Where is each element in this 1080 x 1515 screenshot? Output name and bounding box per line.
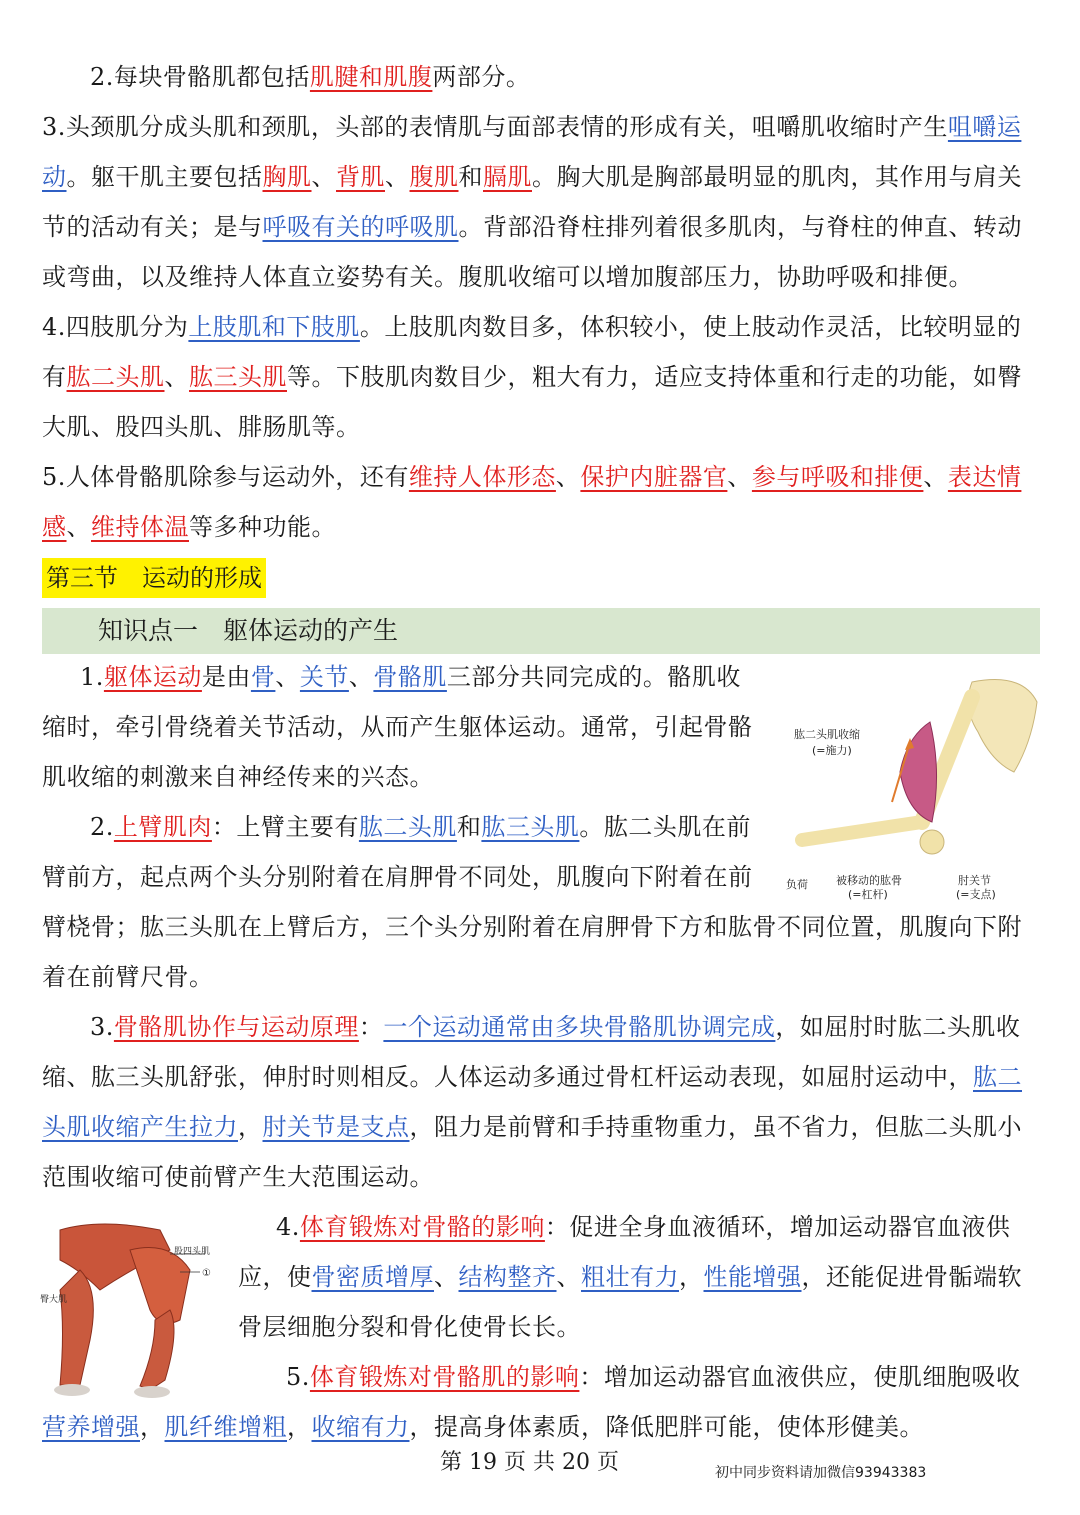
answer-term: 结构整齐 <box>458 1263 557 1291</box>
knowledge-paragraph-1: 1.躯体运动是由骨、关节、骨骼肌三部分共同完成的。骼肌收缩时，牵引骨绕着关节活动，从而产生躯体运动。通常，引起骨骼肌收缩的刺激来自神经传来的兴态。 <box>42 663 753 791</box>
answer-term: 肱二头肌收缩产生拉力 <box>42 1063 1022 1141</box>
upper-leg-shape <box>130 1248 190 1324</box>
marker-label: ① <box>202 1268 211 1279</box>
answer-term: 肌腱和肌腹 <box>309 63 433 91</box>
answer-term: 收缩有力 <box>311 1413 410 1441</box>
joint-label: 肘关节 <box>958 874 991 887</box>
answer-term: 肱二头肌 <box>66 363 165 391</box>
paragraph-2: 2.每块骨骼肌都包括肌腱和肌腹两部分。 <box>90 63 531 91</box>
answer-term: 背肌 <box>336 163 385 191</box>
answer-term: 关节 <box>299 663 349 691</box>
arm-lever-diagram <box>782 662 1042 912</box>
answer-term: 躯体运动 <box>103 663 202 691</box>
bone-sublabel: (=杠杆) <box>848 888 888 901</box>
answer-term: 参与呼吸和排便 <box>751 463 924 491</box>
joint-sublabel: (=支点) <box>956 888 996 901</box>
answer-term: 性能增强 <box>703 1263 802 1291</box>
answer-term: 咀嚼运动 <box>42 113 1022 191</box>
page-number: 第 19 页 共 20 页 <box>440 1450 619 1475</box>
answer-term: 一个运动通常由多块骨骼肌协调完成 <box>383 1013 776 1041</box>
answer-term: 上臂肌肉 <box>113 813 212 841</box>
answer-term: 肱三头肌 <box>481 813 580 841</box>
answer-term: 骨骼肌 <box>373 663 447 691</box>
answer-term: 骨 <box>250 663 276 691</box>
answer-term: 粗壮有力 <box>581 1263 679 1291</box>
knowledge-paragraph-4: 4.体育锻炼对骨骼的影响：促进全身血液循环，增加运动器官血液供应，使骨密质增厚、结构整齐、粗壮有力，性能增强，还能促进骨骺端软骨层细胞分裂和骨化使骨长长。 <box>238 1213 1022 1341</box>
section-title: 第三节 运动的形成 <box>42 558 266 598</box>
answer-term: 体育锻炼对骨骼的影响 <box>299 1213 545 1241</box>
answer-term: 表达情感 <box>42 463 1022 541</box>
elbow-joint-shape <box>920 830 944 854</box>
answer-term: 呼吸有关的呼吸肌 <box>262 213 459 241</box>
knowledge-paragraph-2: 2.上臂肌肉：上臂主要有肱二头肌和肱三头肌。肱二头肌在前臂前方，起点两个头分别附着在肩胛骨不同处，肌腹向下附着在前臂桡骨；肱三头肌在上臂后方，三个头分别附着在肩胛骨下方和肱骨不同位置，肌腹向下附着在前臂尺骨。 <box>42 813 1022 991</box>
answer-term: 维持人体形态 <box>408 463 556 491</box>
answer-term: 膈肌 <box>483 163 532 191</box>
load-label: 负荷 <box>786 878 808 891</box>
answer-term: 胸肌 <box>262 163 312 191</box>
biceps-muscle-shape <box>900 722 937 822</box>
answer-term: 肱二头肌 <box>358 813 457 841</box>
gluteus-label: 臀大肌 <box>40 1295 68 1305</box>
knowledge-point-label: 知识点一 躯体运动的产生 <box>98 616 399 645</box>
paragraph-4: 4.四肢肌分为上肢肌和下肢肌。上肢肌肉数目多，体积较小，使上肢动作灵活，比较明显的有肱二头肌、肱三头肌等。下肢肌肉数目少，粗大有力，适应支持体重和行走的功能，如臀大肌、股四头肌、腓肠肌等。 <box>42 313 1022 441</box>
answer-term: 肌纤维增粗 <box>164 1413 287 1441</box>
answer-term: 维持体温 <box>91 513 189 541</box>
watermark-text: 初中同步资料请加微信93943383 <box>715 1465 927 1481</box>
muscle-label: 肱二头肌收缩 <box>794 728 860 741</box>
answer-term: 上肢肌和下肢肌 <box>188 313 360 341</box>
knowledge-paragraph-5: 5.体育锻炼对骨骼肌的影响：增加运动器官血液供应，使肌细胞吸收营养增强，肌纤维增粗，收缩有力，提高身体素质，降低肥胖可能，使体形健美。 <box>42 1363 1021 1441</box>
answer-term: 骨密质增厚 <box>311 1263 434 1291</box>
answer-term: 腹肌 <box>409 163 459 191</box>
paragraph-3: 3.头颈肌分成头肌和颈肌，头部的表情肌与面部表情的形成有关，咀嚼肌收缩时产生咀嚼运动。躯干肌主要包括胸肌、背肌、腹肌和膈肌。胸大肌是胸部最明显的肌肉，其作用与肩关节的活动有关；是与呼吸有关的呼吸肌。背部沿脊柱排列着很多肌肉，与脊柱的伸直、转动或弯曲，以及维持人体直立姿势有关。腹肌收缩可以增加腹部压力，协助呼吸和排便。 <box>42 113 1022 291</box>
quadriceps-label: 股四头肌 <box>174 1247 211 1257</box>
bone-label: 被移动的肱骨 <box>836 874 902 887</box>
answer-term: 肘关节是支点 <box>262 1113 410 1141</box>
knowledge-point-title <box>42 608 1040 654</box>
answer-term: 肱三头肌 <box>189 363 287 391</box>
answer-term: 保护内脏器官 <box>580 463 728 491</box>
paragraph-5: 5.人体骨骼肌除参与运动外，还有维持人体形态、保护内脏器官、参与呼吸和排便、表达情感、维持体温等多种功能。 <box>42 463 1022 541</box>
knowledge-paragraph-3: 3.骨骼肌协作与运动原理：一个运动通常由多块骨骼肌协调完成，如屈肘时肱二头肌收缩、肱三头肌舒张，伸肘时则相反。人体运动多通过骨杠杆运动表现，如屈肘运动中，肱二头肌收缩产生拉力，肘关节是支点，阻力是前臂和手持重物重力，虽不省力，但肱二头肌小范围收缩可使前臂产生大范围运动。 <box>42 1013 1022 1191</box>
answer-term: 营养增强 <box>42 1413 140 1441</box>
answer-term: 体育锻炼对骨骼肌的影响 <box>309 1363 580 1391</box>
answer-term: 骨骼肌协作与运动原理 <box>113 1013 359 1041</box>
forearm-shape <box>802 822 922 840</box>
muscle-sublabel: (=施力) <box>812 744 852 757</box>
